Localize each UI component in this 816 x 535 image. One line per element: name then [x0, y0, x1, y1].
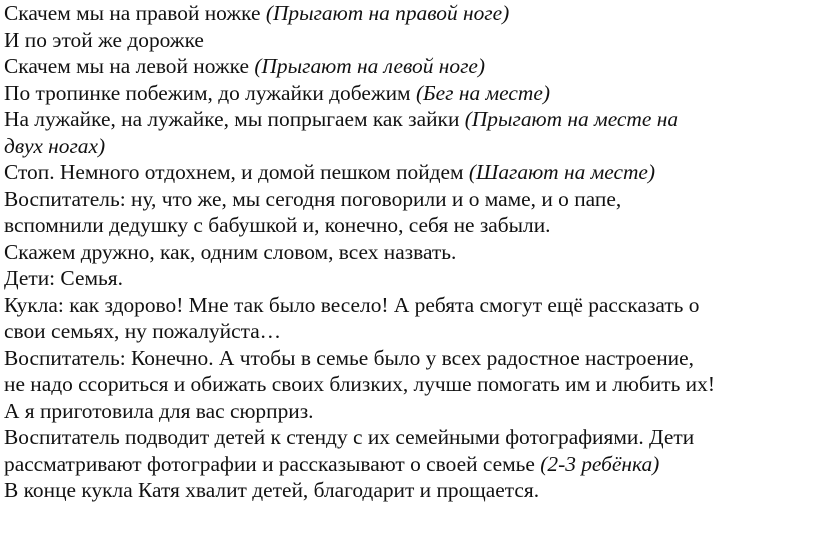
stage-direction: (Прыгают на левой ноге) [254, 54, 486, 78]
stage-direction: (Прыгают на месте на [464, 107, 679, 131]
text-line [4, 106, 814, 133]
line-text: Стоп. Немного отдохнем, и домой пешком пойдем [4, 160, 469, 184]
line-text: не надо ссориться и обижать своих близких, лучше помогать им и любить их! [4, 372, 715, 396]
line-text: И по этой же дорожке [4, 27, 204, 52]
line-text: Скачем мы на левой ножке [4, 54, 255, 78]
text-line [4, 477, 814, 504]
text-line [4, 212, 814, 239]
line-text: Воспитатель подводит детей к стенду с их семейными фотографиями. Дети [4, 425, 695, 449]
text-line [4, 0, 814, 27]
line-text: свои семьях, ну пожалуйста… [4, 319, 282, 343]
text-line [4, 292, 814, 319]
stage-direction: (Шагают на месте) [468, 160, 656, 184]
line-text: В конце кукла Катя хвалит детей, благодарит и прощается. [4, 478, 540, 502]
text-line [4, 80, 814, 107]
text-line [4, 133, 814, 160]
line-text: Кукла: как здорово! Мне так было весело! А ребята смогут ещё рассказать о [4, 292, 700, 317]
stage-direction: (Бег на месте) [415, 80, 550, 105]
stage-direction: двух ногах) [4, 133, 106, 158]
line-text: Воспитатель: Конечно. А чтобы в семье было у всех радостное настроение, [4, 345, 694, 370]
text-line [4, 451, 814, 478]
stage-direction: (2-3 ребёнка) [540, 451, 660, 476]
text-line [4, 53, 814, 80]
text-line [4, 159, 814, 186]
text-line [4, 27, 814, 54]
text-line [4, 424, 814, 451]
text-line [4, 186, 814, 213]
text-line [4, 345, 814, 372]
line-text: По тропинке побежим, до лужайки добежим [4, 80, 416, 105]
text-line [4, 239, 814, 266]
document-body [4, 0, 814, 504]
line-text: На лужайке, на лужайке, мы попрыгаем как зайки [4, 107, 465, 131]
line-text: Скачем мы на правой ножке [4, 1, 266, 25]
text-line [4, 318, 814, 345]
line-text: Скажем дружно, как, одним словом, всех назвать. [4, 239, 457, 264]
stage-direction: (Прыгают на правой ноге) [265, 1, 510, 25]
line-text: Воспитатель: ну, что же, мы сегодня поговорили и о маме, и о папе, [4, 186, 622, 211]
line-text: А я приготовила для вас сюрприз. [4, 398, 314, 423]
line-text: рассматривают фотографии и рассказывают о своей семье [4, 451, 541, 476]
text-line [4, 265, 814, 292]
line-text: вспомнили дедушку с бабушкой и, конечно, себя не забыли. [4, 213, 551, 237]
text-line [4, 398, 814, 425]
line-text: Дети: Семья. [4, 266, 123, 290]
text-line [4, 371, 814, 398]
